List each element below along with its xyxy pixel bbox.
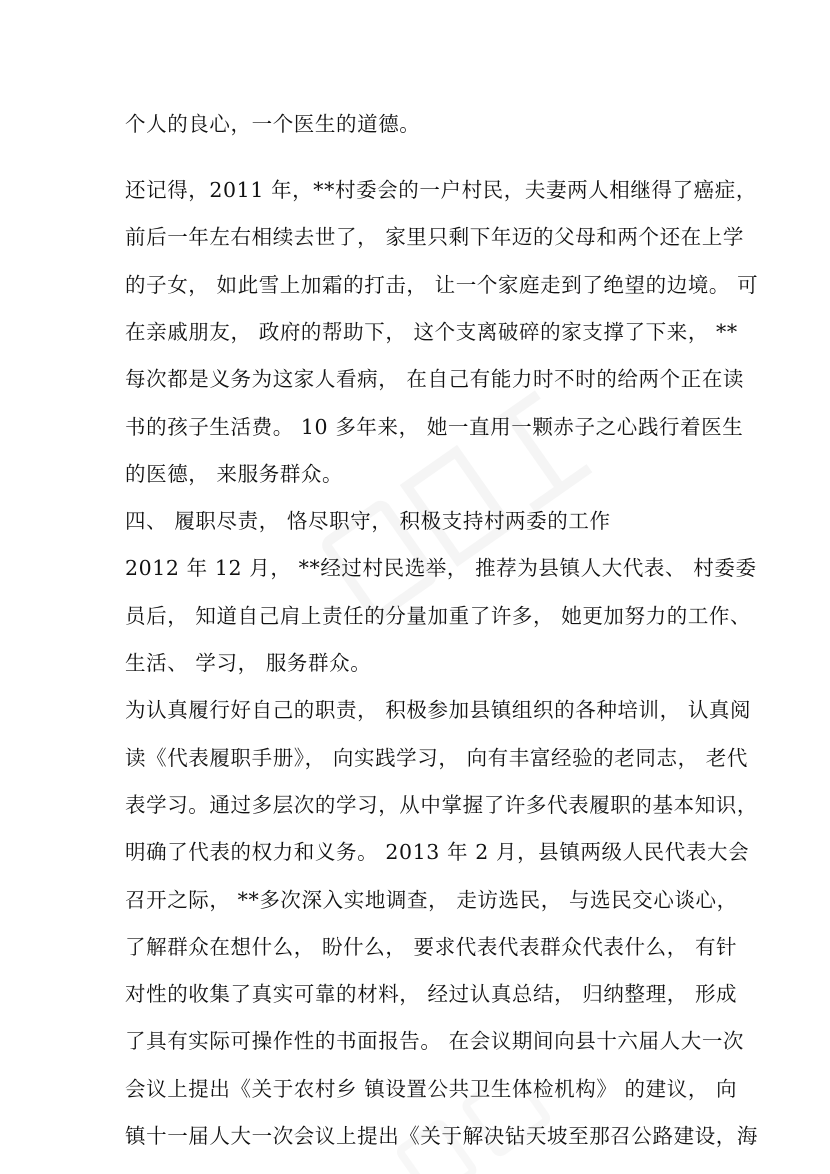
paragraph-line: 镇十一届人大一次会议上提出《关于解决钻天坡至那召公路建设，海 [125, 1124, 758, 1148]
paragraph-line: 书的孩子生活费。 10 多年来， 她一直用一颗赤子之心践行着医生 [125, 415, 744, 439]
paragraph-line: 读《代表履职手册》， 向实践学习， 向有丰富经验的老同志， 老代 [125, 746, 748, 770]
paragraph-line: 的子女， 如此雪上加霜的打击， 让一个家庭走到了绝望的边境。 可 [125, 273, 759, 297]
paragraph-line: 个人的良心，一个医生的道德。 [125, 112, 421, 136]
paragraph-line: 员后， 知道自己肩上责任的分量加重了许多， 她更加努力的工作、 [125, 604, 752, 628]
paragraph-line: 2012 年 12 月， **经过村民选举， 推荐为县镇人大代表、 村委委 [125, 556, 757, 580]
paragraph-line: 在亲戚朋友， 政府的帮助下， 这个支离破碎的家支撑了下来， ** [125, 320, 738, 344]
paragraph-line: 了解群众在想什么， 盼什么， 要求代表代表群众代表什么， 有针 [125, 935, 738, 959]
paragraph-line: 为认真履行好自己的职责， 积极参加县镇组织的各种培训， 认真阅 [125, 698, 752, 722]
paragraph-line: 会议上提出《关于农村乡 镇设置公共卫生体检机构》 的建议， 向 [125, 1077, 738, 1101]
paragraph-line: 的医德， 来服务群众。 [125, 462, 344, 486]
section-heading: 四、 履职尽责， 恪尽职守， 积极支持村两委的工作 [125, 509, 611, 533]
paragraph-line: 生活、 学习， 服务群众。 [125, 651, 372, 675]
paragraph-line: 还记得，2011 年，**村委会的一户村民，夫妻两人相继得了癌症， [125, 178, 757, 202]
paragraph-line: 前后一年左右相续去世了， 家里只剩下年迈的父母和两个还在上学 [125, 225, 745, 249]
paragraph-line: 召开之际， **多次深入实地调查， 走访选民， 与选民交心谈心， [125, 888, 738, 912]
paragraph-line: 明确了代表的权力和义务。 2013 年 2 月，县镇两级人民代表大会 [125, 840, 750, 864]
paragraph-line: 对性的收集了真实可靠的材料， 经过认真总结， 归纳整理， 形成 [125, 982, 738, 1006]
paragraph-line: 了具有实际可操作性的书面报告。 在会议期间向县十六届人大一次 [125, 1029, 745, 1053]
paragraph-line: 表学习。通过多层次的学习，从中掌握了许多代表履职的基本知识， [125, 793, 758, 817]
paragraph-line: 每次都是义务为这家人看病， 在自己有能力时不时的给两个正在读 [125, 367, 745, 391]
